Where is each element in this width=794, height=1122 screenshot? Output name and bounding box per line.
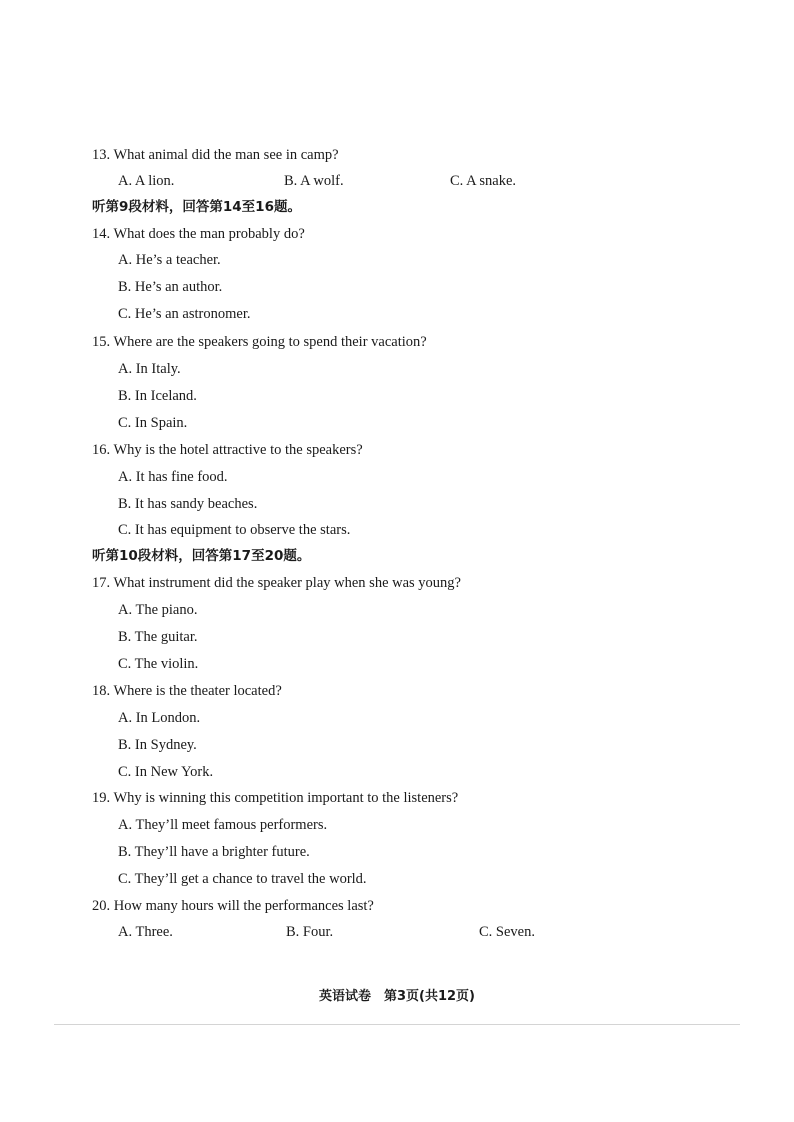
question-17: 17. What instrument did the speaker play when she was young? — [92, 575, 461, 591]
q15-option-b: B. In Iceland. — [118, 388, 197, 404]
q14-option-b: B. He’s an author. — [118, 279, 223, 295]
q20-option-a: A. Three. — [118, 924, 173, 940]
question-16: 16. Why is the hotel attractive to the speakers? — [92, 442, 363, 458]
q13-option-c: C. A snake. — [450, 173, 517, 189]
section-10-instruction: 听第10段材料，回答第17至20题。 — [92, 548, 311, 564]
question-15: 15. Where are the speakers going to spend their vacation? — [92, 334, 427, 350]
question-20: 20. How many hours will the performances last? — [92, 898, 374, 914]
q17-option-c: C. The violin. — [118, 656, 199, 672]
question-18: 18. Where is the theater located? — [92, 683, 282, 699]
q13-option-a: A. A lion. — [118, 173, 175, 189]
q16-option-b: B. It has sandy beaches. — [118, 496, 258, 512]
q20-option-c: C. Seven. — [479, 924, 535, 940]
q16-option-a: A. It has fine food. — [118, 469, 228, 485]
q17-option-b: B. The guitar. — [118, 629, 198, 645]
q19-option-b: B. They’ll have a brighter future. — [118, 844, 310, 860]
q14-option-a: A. He’s a teacher. — [118, 252, 221, 268]
q15-option-a: A. In Italy. — [118, 361, 181, 377]
q15-option-c: C. In Spain. — [118, 415, 188, 431]
q13-option-b: B. A wolf. — [284, 173, 344, 189]
q20-option-b: B. Four. — [286, 924, 334, 940]
q18-option-b: B. In Sydney. — [118, 737, 197, 753]
question-13: 13. What animal did the man see in camp? — [92, 147, 339, 163]
q16-option-c: C. It has equipment to observe the stars. — [118, 522, 351, 538]
q19-option-a: A. They’ll meet famous performers. — [118, 817, 328, 833]
q18-option-a: A. In London. — [118, 710, 201, 726]
q14-option-c: C. He’s an astronomer. — [118, 306, 251, 322]
section-9-instruction: 听第9段材料，回答第14至16题。 — [92, 199, 301, 215]
question-14: 14. What does the man probably do? — [92, 226, 305, 242]
question-19: 19. Why is winning this competition important to the listeners? — [92, 790, 459, 806]
q19-option-c: C. They’ll get a chance to travel the world. — [118, 871, 367, 887]
q18-option-c: C. In New York. — [118, 764, 214, 780]
page-footer: 英语试卷 第3页(共12页) — [318, 989, 476, 1004]
q17-option-a: A. The piano. — [118, 602, 198, 618]
footer-divider — [54, 1024, 740, 1025]
